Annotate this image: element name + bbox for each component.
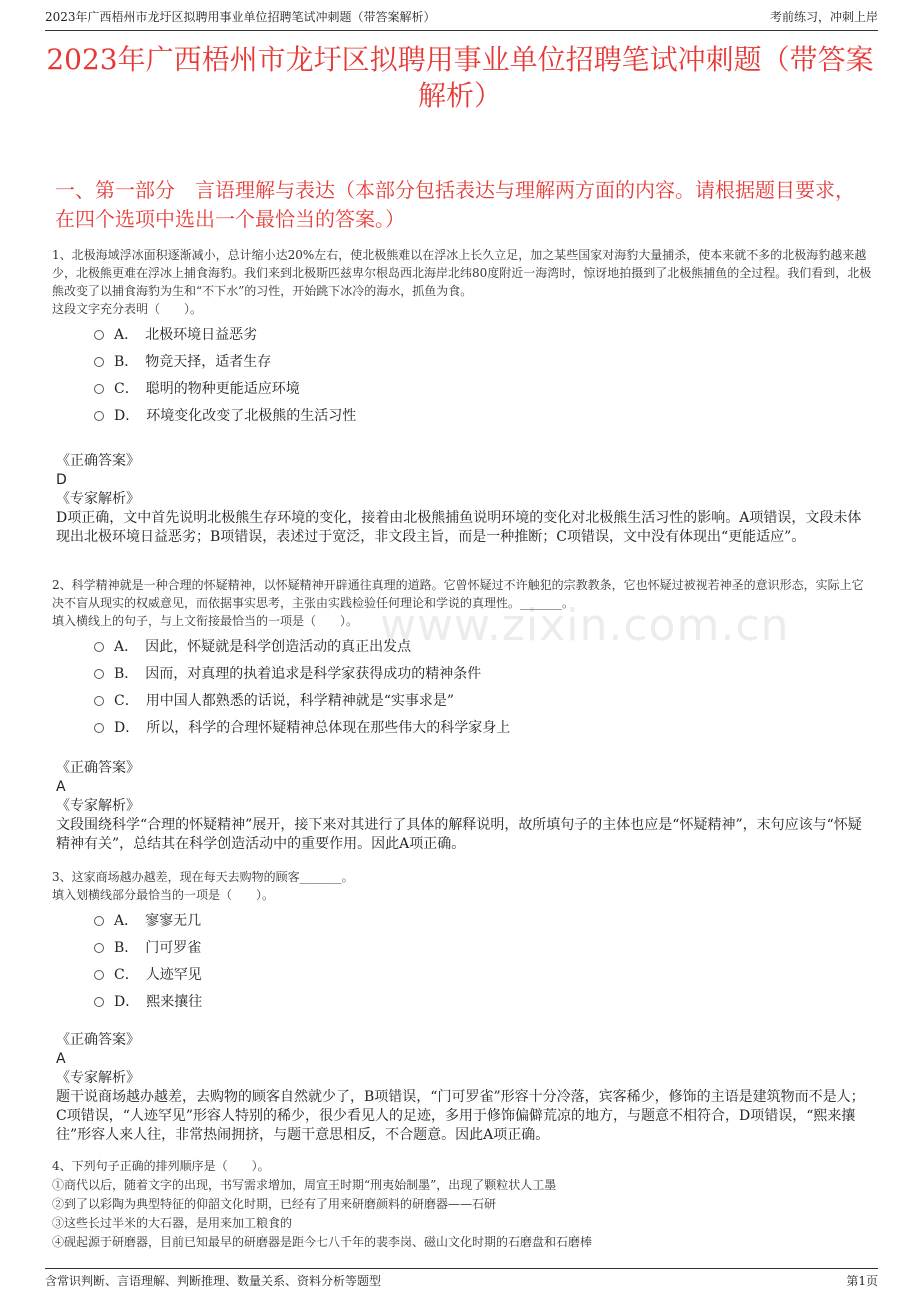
section-heading: 一、第一部分 言语理解与表达（本部分包括表达与理解两方面的内容。请根据题目要求，在四个选项中选出一个最恰当的答案。） bbox=[55, 178, 855, 231]
question-stem: 4、下列句子正确的排列顺序是（ ）。 bbox=[52, 1159, 270, 1173]
option-d[interactable]: D． 熙来攘往 bbox=[52, 989, 874, 1016]
radio-icon[interactable] bbox=[94, 669, 104, 679]
answer-label: 《正确答案》 bbox=[56, 760, 140, 776]
question-4 bbox=[52, 1157, 874, 1252]
question-stem: 2、科学精神就是一种合理的怀疑精神，以怀疑精神开辟通往真理的道路。它曾怀疑过不许触犯的宗教教条，它也怀疑过被视若神圣的意识形态，实际上它决不盲从现实的权威意见，而依据事实思考，主张由实践检验任何理论和学说的真理性。_______。 bbox=[52, 578, 864, 610]
answer-1 bbox=[52, 452, 874, 547]
document-title: 2023年广西梧州市龙圩区拟聘用事业单位招聘笔试冲刺题（带答案解析） bbox=[46, 43, 874, 112]
radio-icon[interactable] bbox=[94, 330, 104, 340]
sentence-3: ③这些长过半米的大石器，是用来加工粮食的 bbox=[52, 1216, 293, 1230]
watermark: www.zixin.com.cn bbox=[380, 600, 790, 651]
option-c[interactable]: C． 用中国人都熟悉的话说，科学精神就是“实事求是” bbox=[52, 688, 874, 715]
option-d[interactable]: D． 环境变化改变了北极熊的生活习性 bbox=[52, 403, 874, 430]
option-c[interactable]: C． 聪明的物种更能适应环境 bbox=[52, 376, 874, 403]
question-prompt: 填入划横线部分最恰当的一项是（ ）。 bbox=[52, 888, 275, 902]
answer-value: D bbox=[56, 472, 67, 488]
option-a[interactable]: A． 因此，怀疑就是科学创造活动的真正出发点 bbox=[52, 634, 874, 661]
page-header bbox=[45, 8, 878, 31]
analysis-text: 文段围绕科学“合理的怀疑精神”展开，接下来对其进行了具体的解释说明，故所填句子的主体也应是“怀疑精神”，末句应该与“怀疑精神有关”，总结其在科学创造活动中的重要作用。因此A项正确。 bbox=[56, 817, 862, 852]
answer-2 bbox=[52, 759, 874, 854]
option-b[interactable]: B． 因而，对真理的执着追求是科学家获得成功的精神条件 bbox=[52, 661, 874, 688]
radio-icon[interactable] bbox=[94, 916, 104, 926]
analysis-text: D项正确，文中首先说明北极熊生存环境的变化，接着由北极熊捕鱼说明环境的变化对北极熊生活习性的影响。A项错误，文段未体现出北极环境日益恶劣；B项错误，表述过于宽泛，非文段主旨，而是一种推断；C项错误，文中没有体现出“更能适应”。 bbox=[56, 510, 862, 545]
analysis-label: 《专家解析》 bbox=[56, 491, 140, 507]
answer-value: A bbox=[56, 1051, 66, 1067]
question-1 bbox=[52, 246, 874, 430]
radio-icon[interactable] bbox=[94, 642, 104, 652]
answer-label: 《正确答案》 bbox=[56, 1032, 140, 1048]
question-stem: 1、北极海域浮冰面积逐渐减小，总计缩小达20%左右，使北极熊难以在浮冰上长久立足，加之某些国家对海豹大量捕杀，使本来就不多的北极海豹越来越少，北极熊更难在浮冰上捕食海豹。我们来到北极斯匹兹卑尔根岛西北海岸北纬80度附近一海湾时，惊讶地拍摄到了北极熊捕鱼的全过程。我们看到，北极熊改变了以捕食海豹为生和“不下水”的习性，开始跳下冰冷的海水，抓鱼为食。 bbox=[52, 248, 872, 298]
analysis-label: 《专家解析》 bbox=[56, 798, 140, 814]
header-slogan: 考前练习，冲刺上岸 bbox=[769, 10, 878, 24]
answer-label: 《正确答案》 bbox=[56, 453, 140, 469]
header-doc-title: 2023年广西梧州市龙圩区拟聘用事业单位招聘笔试冲刺题（带答案解析） bbox=[45, 10, 436, 24]
radio-icon[interactable] bbox=[94, 696, 104, 706]
radio-icon[interactable] bbox=[94, 723, 104, 733]
question-stem: 3、这家商场越办越差，现在每天去购物的顾客_______。 bbox=[52, 870, 354, 884]
option-b[interactable]: B． 物竞天择，适者生存 bbox=[52, 349, 874, 376]
question-prompt: 这段文字充分表明（ ）。 bbox=[52, 302, 203, 316]
question-2 bbox=[52, 576, 874, 742]
answer-3 bbox=[52, 1031, 874, 1145]
footer-topics: 含常识判断、言语理解、判断推理、数量关系、资料分析等题型 bbox=[45, 1274, 382, 1288]
analysis-label: 《专家解析》 bbox=[56, 1070, 140, 1086]
option-a[interactable]: A． 寥寥无几 bbox=[52, 908, 874, 935]
question-3 bbox=[52, 868, 874, 1016]
page-number: 第1页 bbox=[846, 1274, 878, 1288]
radio-icon[interactable] bbox=[94, 970, 104, 980]
option-list bbox=[52, 322, 874, 430]
answer-value: A bbox=[56, 779, 66, 795]
page-footer bbox=[45, 1268, 878, 1289]
option-d[interactable]: D． 所以，科学的合理怀疑精神总体现在那些伟大的科学家身上 bbox=[52, 715, 874, 742]
sentence-1: ①商代以后，随着文字的出现，书写需求增加，周宣王时期“刑夷始制墨”，出现了颗粒状人工墨 bbox=[52, 1178, 557, 1192]
sentence-2: ②到了以彩陶为典型特征的仰韶文化时期，已经有了用来研磨颜料的研磨器——石研 bbox=[52, 1197, 497, 1211]
sentence-4: ④砚起源于研磨器，目前已知最早的研磨器是距今七八千年的裴李岗、磁山文化时期的石磨盘和石磨棒 bbox=[52, 1235, 593, 1249]
analysis-text: 题干说商场越办越差，去购物的顾客自然就少了，B项错误，“门可罗雀”形容十分冷落，宾客稀少，修饰的主语是建筑物而不是人；C项错误，“人迹罕见”形容人特别的稀少，很少看见人的足迹，多用于修饰偏僻荒凉的地方，与题意不相符合，D项错误，“熙来攘往”形容人来人往，非常热闹拥挤，与题干意思相反，不合题意。因此A项正确。 bbox=[56, 1089, 865, 1143]
radio-icon[interactable] bbox=[94, 384, 104, 394]
option-c[interactable]: C． 人迹罕见 bbox=[52, 962, 874, 989]
option-b[interactable]: B． 门可罗雀 bbox=[52, 935, 874, 962]
option-list bbox=[52, 634, 874, 742]
radio-icon[interactable] bbox=[94, 357, 104, 367]
question-prompt: 填入横线上的句子，与上文衔接最恰当的一项是（ ）。 bbox=[52, 614, 359, 628]
radio-icon[interactable] bbox=[94, 411, 104, 421]
radio-icon[interactable] bbox=[94, 997, 104, 1007]
option-a[interactable]: A． 北极环境日益恶劣 bbox=[52, 322, 874, 349]
radio-icon[interactable] bbox=[94, 943, 104, 953]
option-list bbox=[52, 908, 874, 1016]
